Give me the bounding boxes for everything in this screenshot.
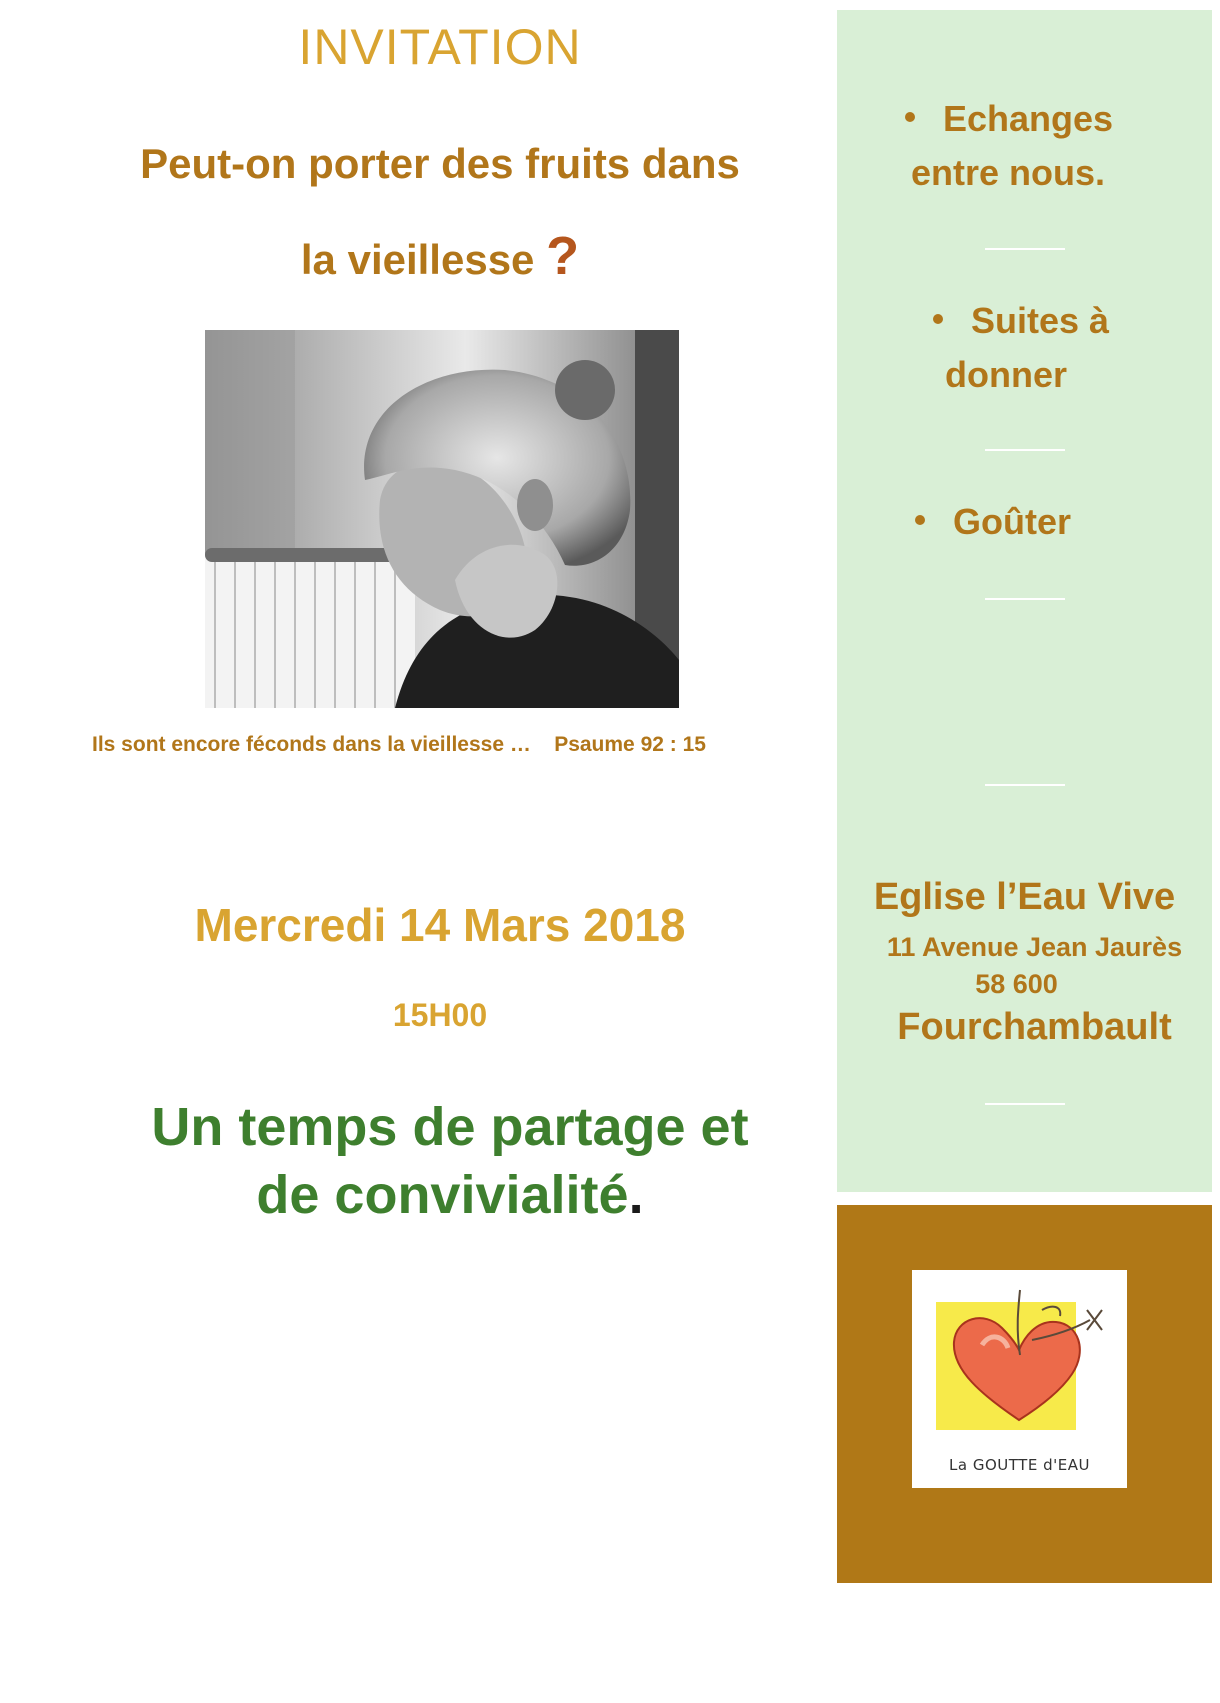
agenda-item-suites <box>933 294 1109 402</box>
bullet-icon <box>933 314 943 324</box>
divider <box>985 784 1065 786</box>
event-tagline <box>80 1093 820 1229</box>
question-line-2-text: la vieillesse <box>300 236 535 283</box>
church-city: Fourchambault <box>897 1006 1172 1048</box>
photo-image <box>205 330 679 708</box>
event-time: 15H00 <box>392 997 488 1033</box>
bullet-icon <box>905 112 915 122</box>
agenda-item-echanges-line1 <box>905 92 1113 146</box>
divider <box>985 598 1065 600</box>
agenda-item-suites-line2: donner <box>945 354 1067 395</box>
agenda-item-echanges <box>905 92 1113 200</box>
event-date: Mercredi 14 Mars 2018 <box>194 899 686 951</box>
divider <box>985 449 1065 451</box>
psalm-text: Ils sont encore féconds dans la vieillesse … <box>92 733 531 756</box>
agenda-item-label: Echanges <box>943 98 1114 139</box>
agenda-item-label: Suites à <box>971 300 1110 341</box>
divider <box>985 1103 1065 1105</box>
church-street: 11 Avenue Jean Jaurès <box>886 932 1183 962</box>
question-line-1: Peut-on porter des fruits dans <box>140 140 740 187</box>
psalm-quote <box>92 733 792 757</box>
bullet-icon <box>915 515 925 525</box>
invitation-title: INVITATION <box>298 19 582 75</box>
elderly-woman-photo <box>205 330 679 708</box>
agenda-item-gouter <box>915 495 1071 549</box>
agenda-item-echanges-line2: entre nous. <box>911 152 1106 193</box>
church-name: Eglise l’Eau Vive <box>873 876 1176 918</box>
logo-text: La GOUTTE d'EAU <box>949 1456 1090 1474</box>
church-postcode: 58 600 <box>975 969 1058 999</box>
question-heading <box>60 118 820 306</box>
agenda-item-label: Goûter <box>953 501 1072 542</box>
agenda-item-gouter-line1 <box>915 495 1071 549</box>
tagline-line-1: Un temps de partage et <box>151 1097 749 1157</box>
tagline-line-2 <box>80 1161 820 1229</box>
divider <box>985 248 1065 250</box>
question-mark: ? <box>546 226 580 286</box>
psalm-reference: Psaume 92 : 15 <box>554 733 706 756</box>
tagline-period: . <box>628 1165 644 1225</box>
agenda-item-suites-line1 <box>933 294 1109 348</box>
tagline-line-2-text: de convivialité <box>256 1165 629 1225</box>
question-line-2 <box>60 210 820 306</box>
